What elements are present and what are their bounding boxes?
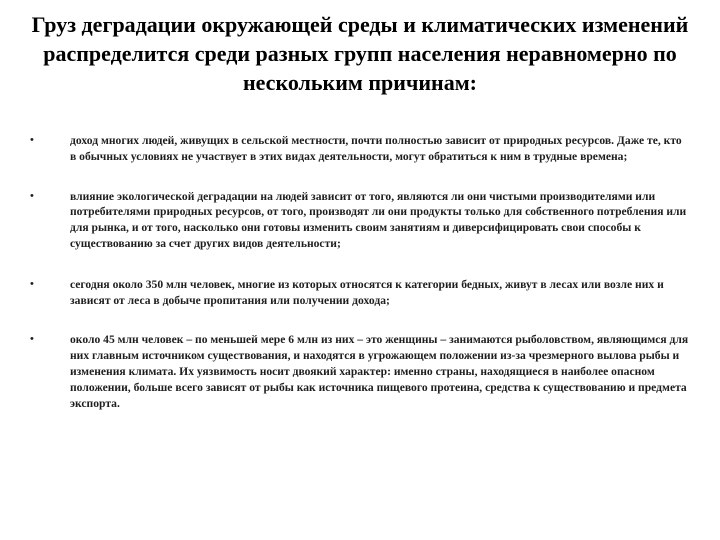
bullet-text: около 45 млн человек – по меньшей мере 6 млн из них – это женщины – занимаются рыболовством, являющимся для них главным источником существования, и находятся в угрожающем положении из-за чрезмерного вылова рыбы и изменения климата. Их уязвимость носит двоякий характер: именно страны, находящиеся в наиболее опасном положении, больше всего зависят от рыбы как источника пищевого протеина, средства к существованию и предмета экспорта. — [70, 333, 689, 410]
bullet-text: влияние экологической деградации на людей зависит от того, являются ли они чистыми производителями или потребителями природных ресурсов, от того, производят ли они продукты только для собственного потребления или для рынка, и от того, насколько они готовы изменить своим занятиям и диверсифицировать свои способы к существованию за счет других видов деятельности; — [70, 189, 687, 250]
bullet-list — [30, 133, 690, 435]
slide-title: Груз деградации окружающей среды и климатических изменений распределится среди разных групп населения неравномерно по нескольким причинам: — [31, 12, 689, 95]
bullet-icon: • — [30, 277, 34, 290]
bullet-item-2 — [30, 189, 690, 252]
bullet-item-4 — [30, 332, 690, 411]
bullet-text: сегодня около 350 млн человек, многие из которых относятся к категории бедных, живут в лесах или возле них и зависят от леса в добыче пропитания или получении дохода; — [70, 277, 664, 307]
bullet-text: доход многих людей, живущих в сельской местности, почти полностью зависит от природных ресурсов. Даже те, кто в обычных условиях не участвует в этих видах деятельности, могут обратиться к ним в трудные времена; — [70, 134, 682, 163]
bullet-item-1 — [30, 133, 690, 165]
bullet-icon: • — [30, 134, 34, 146]
bullet-icon: • — [30, 189, 34, 202]
bullet-icon: • — [30, 333, 34, 346]
bullet-item-3 — [30, 277, 690, 309]
